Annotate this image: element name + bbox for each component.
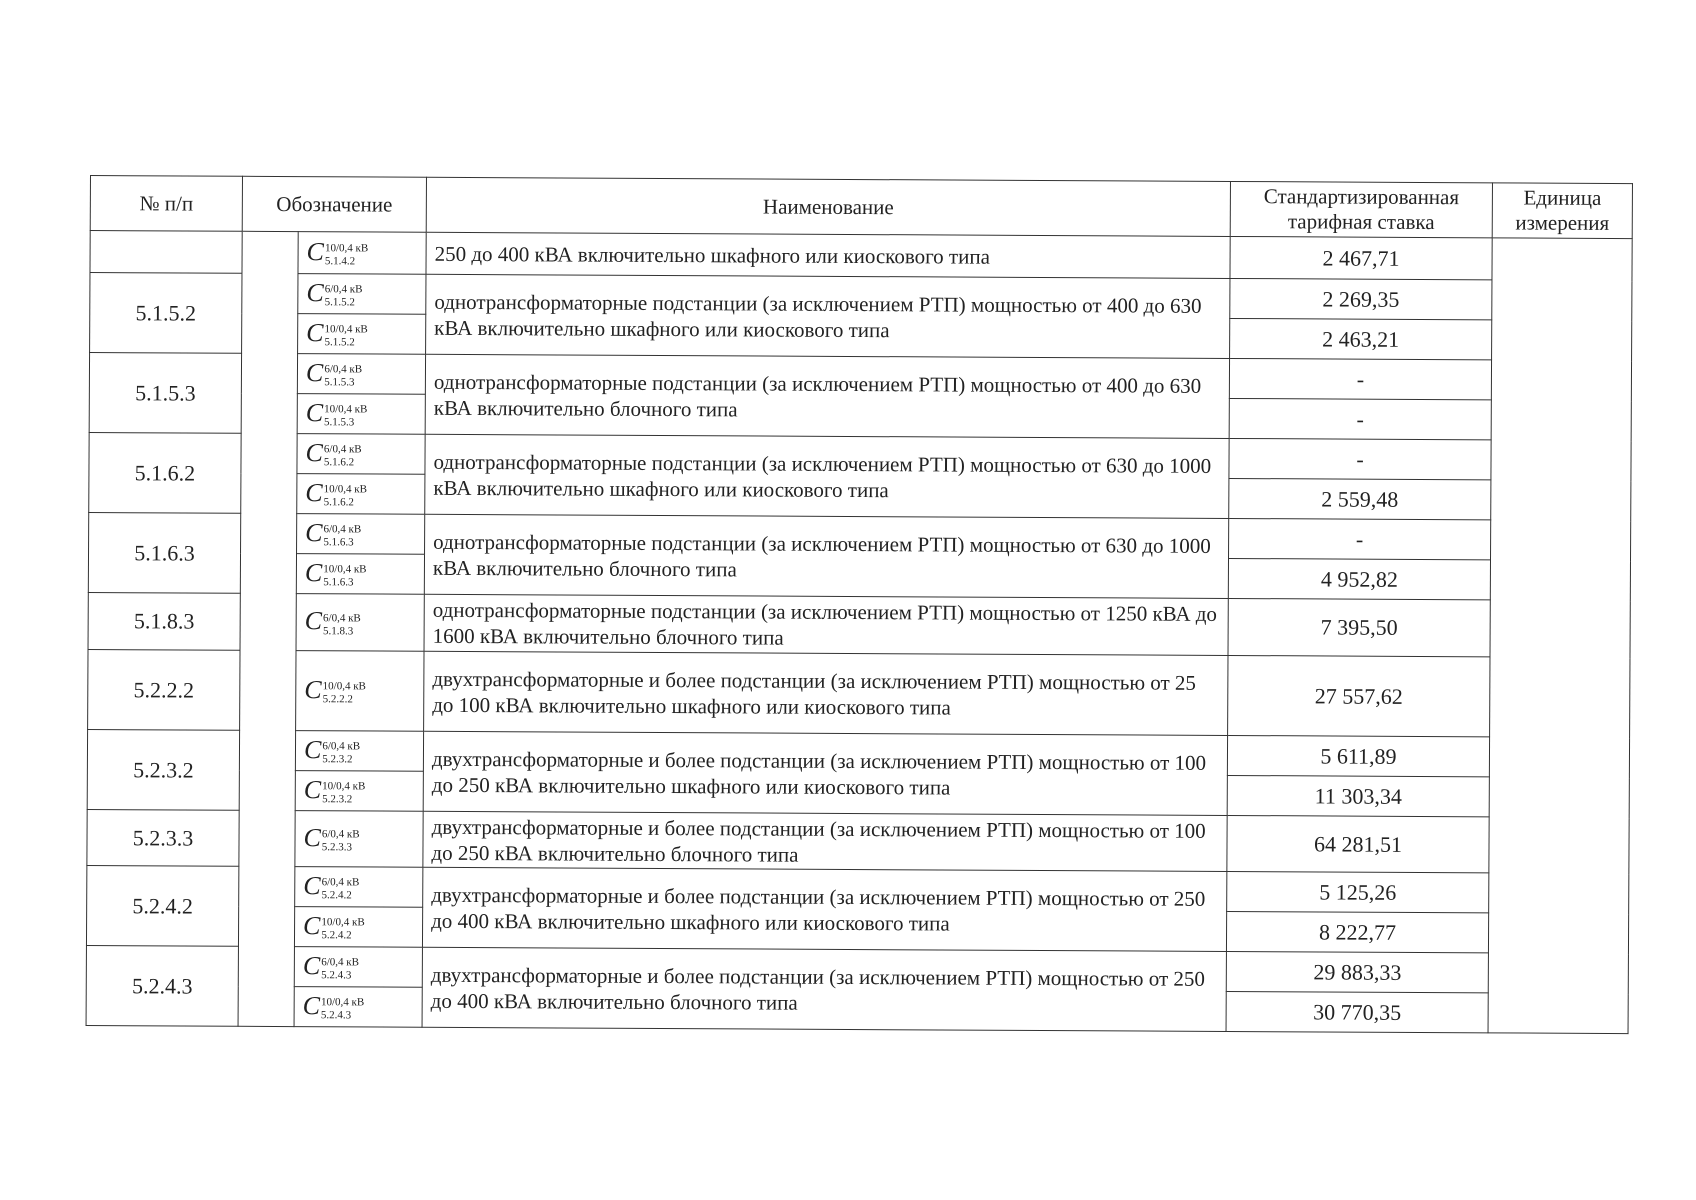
code-indices <box>324 403 367 429</box>
code-voltage: 6/0,4 кВ <box>323 523 362 536</box>
tariff-rate: - <box>1229 358 1491 399</box>
code-voltage: 10/0,4 кВ <box>324 323 368 336</box>
tariff-rate: - <box>1229 398 1491 439</box>
designation-code <box>297 394 425 435</box>
header-rate: Стандартизированная тарифная ставка <box>1230 181 1492 237</box>
tariff-rate: 5 611,89 <box>1227 735 1489 776</box>
row-number: 5.2.4.3 <box>86 945 238 1026</box>
symbol-c: C <box>306 236 325 267</box>
code-index: 5.1.4.2 <box>324 255 356 268</box>
designation-code <box>297 474 425 515</box>
code-voltage: 6/0,4 кВ <box>321 828 360 841</box>
code-indices <box>323 680 366 706</box>
designation-code <box>294 987 422 1028</box>
code-indices <box>322 740 360 766</box>
code-index: 5.2.3.3 <box>321 841 353 854</box>
tariff-table <box>86 175 1633 1034</box>
designation-code <box>296 554 424 595</box>
symbol-c: C <box>306 277 324 308</box>
table-row <box>88 649 1630 737</box>
row-number: 5.2.3.3 <box>87 809 239 866</box>
code-index: 5.1.8.3 <box>322 624 354 638</box>
code-indices <box>321 916 364 942</box>
header-row <box>90 176 1632 239</box>
row-number: 5.1.6.2 <box>89 432 241 513</box>
tariff-rate: - <box>1229 518 1491 559</box>
symbol-c: C <box>302 910 321 941</box>
symbol-c: C <box>306 317 324 348</box>
designation-code <box>297 514 425 555</box>
code-indices <box>321 956 359 982</box>
tariff-rate: - <box>1229 438 1491 479</box>
tariff-rate: 2 269,35 <box>1230 278 1492 319</box>
item-name: двухтрансформаторные и более подстанции (за исключением РТП) мощностью от 100 до 250 кВА включительно блочного типа <box>423 811 1227 871</box>
code-voltage: 6/0,4 кВ <box>324 283 363 296</box>
symbol-c: C <box>304 606 323 636</box>
code-indices <box>325 242 368 268</box>
code-voltage: 10/0,4 кВ <box>322 680 366 693</box>
code-voltage: 6/0,4 кВ <box>322 740 361 753</box>
header-num: № п/п <box>90 176 242 232</box>
code-index: 5.2.2.2 <box>322 693 353 706</box>
code-index: 5.1.6.3 <box>323 536 354 549</box>
code-index: 5.2.4.2 <box>321 889 352 902</box>
code-index: 5.1.5.2 <box>324 336 355 349</box>
tariff-rate: 8 222,77 <box>1226 911 1488 952</box>
item-name: двухтрансформаторные и более подстанции (за исключением РТП) мощностью от 100 до 250 кВА включительно шкафного или киоскового типа <box>423 731 1227 815</box>
row-number: 5.1.6.3 <box>88 512 240 593</box>
item-name: однотрансформаторные подстанции (за исключением РТП) мощностью от 400 до 630 кВА включительно блочного типа <box>425 354 1229 438</box>
symbol-c: C <box>304 674 322 705</box>
code-index: 5.2.4.2 <box>321 929 352 942</box>
symbol-c: C <box>302 990 321 1021</box>
header-unit: Единица измерения <box>1492 183 1632 239</box>
code-voltage: 10/0,4 кВ <box>323 563 367 576</box>
symbol-c: C <box>303 822 321 853</box>
code-indices <box>322 876 360 902</box>
tariff-rate: 11 303,34 <box>1227 775 1489 816</box>
symbol-c: C <box>303 734 322 765</box>
designation-code <box>295 771 423 812</box>
item-name: двухтрансформаторные и более подстанции (за исключением РТП) мощностью от 250 до 400 кВА включительно шкафного или киоскового типа <box>422 867 1226 951</box>
designation-code <box>295 811 423 868</box>
symbol-c: C <box>305 357 324 388</box>
code-indices <box>324 363 362 389</box>
tariff-rate: 2 467,71 <box>1230 236 1492 279</box>
item-name: однотрансформаторные подстанции (за исключением РТП) мощностью от 1250 кВА до 1600 кВА включительно блочного типа <box>424 594 1228 655</box>
table-row <box>88 592 1630 657</box>
designation-code <box>296 594 424 652</box>
tariff-rate: 4 952,82 <box>1228 558 1490 599</box>
code-index: 5.1.5.3 <box>324 376 355 389</box>
tariff-rate: 64 281,51 <box>1227 815 1489 872</box>
code-index: 5.1.6.2 <box>323 456 355 469</box>
item-name: однотрансформаторные подстанции (за исключением РТП) мощностью от 630 до 1000 кВА включительно шкафного или киоскового типа <box>425 434 1229 518</box>
designation-code <box>298 274 426 315</box>
symbol-c: C <box>304 557 323 588</box>
row-number: 5.1.5.3 <box>89 353 241 434</box>
designation-code <box>297 434 425 475</box>
designation-spacer <box>238 231 298 1026</box>
table-body <box>86 231 1632 1034</box>
code-voltage: 6/0,4 кВ <box>323 443 362 456</box>
row-number: 5.2.2.2 <box>88 649 240 730</box>
code-voltage: 10/0,4 кВ <box>321 916 365 929</box>
symbol-c: C <box>305 517 323 548</box>
tariff-rate: 5 125,26 <box>1227 871 1489 912</box>
code-voltage: 6/0,4 кВ <box>321 876 360 889</box>
symbol-c: C <box>305 477 323 508</box>
tariff-rate: 2 463,21 <box>1230 318 1492 359</box>
row-number: 5.1.5.2 <box>90 273 242 354</box>
code-index: 5.1.6.3 <box>323 576 354 589</box>
code-indices <box>323 523 361 549</box>
header-designation: Обозначение <box>242 176 426 232</box>
symbol-c: C <box>305 437 323 468</box>
code-voltage: 10/0,4 кВ <box>324 403 368 416</box>
code-index: 5.2.3.2 <box>322 753 353 766</box>
code-indices <box>324 483 367 509</box>
header-name: Наименование <box>426 177 1230 236</box>
designation-code <box>295 867 423 908</box>
code-indices <box>322 780 365 806</box>
code-voltage: 10/0,4 кВ <box>324 242 369 255</box>
symbol-c: C <box>303 870 321 901</box>
symbol-c: C <box>305 397 324 428</box>
designation-code <box>298 232 426 275</box>
row-number <box>90 231 242 274</box>
unit-cell <box>1488 238 1632 1034</box>
tariff-rate: 29 883,33 <box>1226 951 1488 992</box>
code-voltage: 6/0,4 кВ <box>321 956 360 969</box>
designation-code <box>295 731 423 772</box>
tariff-rate: 27 557,62 <box>1228 655 1490 736</box>
code-voltage: 6/0,4 кВ <box>322 611 361 625</box>
code-indices <box>325 283 363 309</box>
code-index: 5.1.5.2 <box>324 296 355 309</box>
code-voltage: 6/0,4 кВ <box>324 363 363 376</box>
tariff-rate: 30 770,35 <box>1226 991 1488 1032</box>
item-name: однотрансформаторные подстанции (за исключением РТП) мощностью от 630 до 1000 кВА включительно блочного типа <box>424 514 1228 598</box>
item-name: однотрансформаторные подстанции (за исключением РТП) мощностью от 400 до 630 кВА включительно шкафного или киоскового типа <box>426 274 1230 358</box>
designation-code <box>296 651 424 732</box>
item-name: двухтрансформаторные и более подстанции (за исключением РТП) мощностью от 250 до 400 кВА включительно блочного типа <box>422 947 1226 1031</box>
code-index: 5.2.3.2 <box>322 793 353 806</box>
row-number: 5.1.8.3 <box>88 592 240 650</box>
designation-code <box>297 354 425 395</box>
row-number: 5.2.4.2 <box>86 865 238 946</box>
code-voltage: 10/0,4 кВ <box>323 483 367 496</box>
item-name: двухтрансформаторные и более подстанции (за исключением РТП) мощностью от 25 до 100 кВА включительно шкафного или киоскового типа <box>424 651 1228 735</box>
symbol-c: C <box>302 950 321 981</box>
code-indices <box>324 443 362 469</box>
tariff-rate: 2 559,48 <box>1229 478 1491 519</box>
item-name: 250 до 400 кВА включительно шкафного или киоскового типа <box>426 232 1230 278</box>
code-index: 5.1.5.3 <box>324 416 355 429</box>
code-voltage: 10/0,4 кВ <box>322 780 366 793</box>
code-indices <box>324 323 367 349</box>
code-indices <box>321 996 364 1022</box>
designation-code <box>298 314 426 355</box>
row-number: 5.2.3.2 <box>87 729 239 810</box>
designation-code <box>294 947 422 988</box>
symbol-c: C <box>303 774 322 805</box>
code-voltage: 10/0,4 кВ <box>320 996 365 1009</box>
code-index: 5.2.4.3 <box>320 1009 352 1022</box>
code-indices <box>323 563 366 589</box>
code-index: 5.2.4.3 <box>321 969 352 982</box>
code-indices <box>323 612 361 638</box>
table-row <box>87 809 1629 873</box>
code-indices <box>322 828 360 854</box>
tariff-rate: 7 395,50 <box>1228 598 1490 656</box>
designation-code <box>294 907 422 948</box>
code-index: 5.1.6.2 <box>323 496 354 509</box>
